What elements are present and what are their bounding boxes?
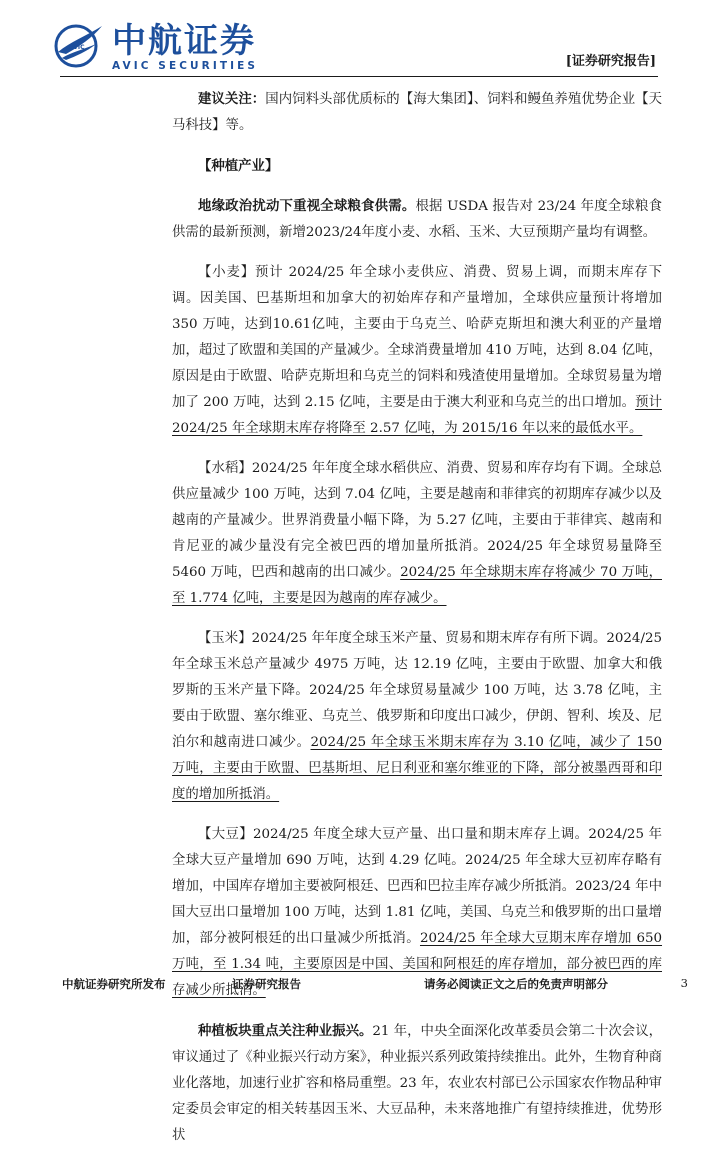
- corn-paragraph: [172, 626, 662, 808]
- recommend-paragraph: [172, 86, 662, 139]
- intro-paragraph: [172, 193, 662, 246]
- svg-text:AVIC: AVIC: [69, 44, 85, 51]
- footer-report-type: 证券研究报告: [232, 977, 301, 991]
- page-footer: [0, 970, 724, 1000]
- wheat-text: 【小麦】预计 2024/25 年全球小麦供应、消费、贸易上调，而期末库存下调。因美国、巴基斯坦和加拿大的初始库存和产量增加，全球供应量预计将增加 350 万吨，达到10.61亿吨，主要由于乌克兰、哈萨克斯坦和澳大利亚的产量增加，超过了欧盟和美国的产量减少。全球消费量增加 410 万吨，达到 8.04 亿吨，原因是由于欧盟、哈萨克斯坦和乌克兰的饲料和残渣使用量增加。全球贸易量为增加了 200 万吨，达到 2.15 亿吨，主要是由于澳大利亚和乌克兰的出口增加。: [172, 265, 662, 410]
- seed-paragraph: [172, 1018, 662, 1149]
- intro-text: 根据 USDA 报告对 23/24 年度全球粮食供需的最新预测，新增2023/24年度小麦、水稻、玉米、大豆预期产量均有调整。: [172, 199, 662, 240]
- section-title: 【种植产业】: [198, 158, 279, 174]
- corn-underlined: 2024/25 年全球玉米期末库存为 3.10 亿吨，减少了 150 万吨，主要由于欧盟、巴基斯坦、尼日利亚和塞尔维亚的下降，部分被墨西哥和印度的增加所抵消。: [172, 735, 663, 802]
- rice-text: 【水稻】2024/25 年年度全球水稻供应、消费、贸易和库存均有下调。全球总供应量减少 100 万吨，达到 7.04 亿吨，主要是越南和菲律宾的初期库存减少以及越南的产量减少。世界消费量小幅下降，为 5.27 亿吨，主要由于菲律宾、越南和肯尼亚的减少量没有完全被巴西的增加量所抵消。2024/25 年全球贸易量降至 5460 万吨，巴西和越南的出口减少。: [172, 461, 662, 580]
- wheat-underlined: 预计 2024/25 年全球期末库存将降至 2.57 亿吨，为 2015/16 年以来的最低水平。: [172, 395, 662, 436]
- recommend-text: 国内饲料头部优质标的【海大集团】、饲料和鳗鱼养殖优势企业【天马科技】等。: [172, 92, 662, 133]
- logo-english-name: AVIC SECURITIES: [112, 60, 259, 72]
- report-body: [172, 86, 662, 1163]
- footer-publisher: 中航证券研究所发布: [62, 977, 166, 991]
- rice-underlined: 2024/25 年全球期末库存将减少 70 万吨，至 1.774 亿吨，主要是因为越南的库存减少。: [172, 565, 662, 606]
- recommend-lead: 建议关注：: [198, 91, 266, 107]
- page-header: [0, 0, 724, 80]
- footer-disclaimer: 请务必阅读正文之后的免责声明部分: [424, 977, 608, 991]
- seed-text: 21 年，中央全面深化改革委员会第二十次会议，审议通过了《种业振兴行动方案》，种业振兴系列政策持续推出。此外，生物育种商业化落地，加速行业扩容和格局重塑。23 年，农业农村部已公示国家农作物品种审定委员会审定的相关转基因玉米、大豆品种，未来落地推广有望持续推进，优势形状: [172, 1024, 663, 1143]
- wheat-paragraph: [172, 260, 662, 442]
- corn-text: 【玉米】2024/25 年年度全球玉米产量、贸易和期末库存有所下调。2024/25 年全球玉米总产量减少 4975 万吨，达 12.19 亿吨，主要由于欧盟、加拿大和俄罗斯的玉米产量下降。2024/25 年全球贸易量减少 100 万吨，达 3.78 亿吨，主要由于欧盟、塞尔维亚、乌克兰、俄罗斯和印度出口减少，伊朗、智利、埃及、尼泊尔和越南进口减少。: [172, 631, 662, 750]
- avic-logo-icon: [52, 22, 104, 68]
- soy-underlined: 2024/25 年全球大豆期末库存增加 650 万吨，至 1.34 吨，主要原因是中国、美国和阿根廷的库存增加，部分被巴西的库存减少所抵消。: [172, 931, 663, 998]
- report-type-tag: [证券研究报告]: [565, 54, 656, 69]
- soy-text: 【大豆】2024/25 年度全球大豆产量、出口量和期末库存上调。2024/25 年全球大豆产量增加 690 万吨，达到 4.29 亿吨。2024/25 年全球大豆初库存略有增加，中国库存增加主要被阿根廷、巴西和巴拉圭库存减少所抵消。2023/24 年中国大豆出口量增加 100 万吨，达到 1.81 亿吨，美国、乌克兰和俄罗斯的出口量增加，部分被阿根廷的出口量减少所抵消。: [172, 827, 662, 946]
- rice-paragraph: [172, 456, 662, 612]
- intro-lead: 地缘政治扰动下重视全球粮食供需。: [198, 198, 416, 214]
- logo-chinese-name: 中航证券: [112, 21, 256, 61]
- page-number: 3: [680, 976, 688, 990]
- header-divider: [60, 76, 658, 77]
- seed-lead: 种植板块重点关注种业振兴。: [198, 1023, 373, 1039]
